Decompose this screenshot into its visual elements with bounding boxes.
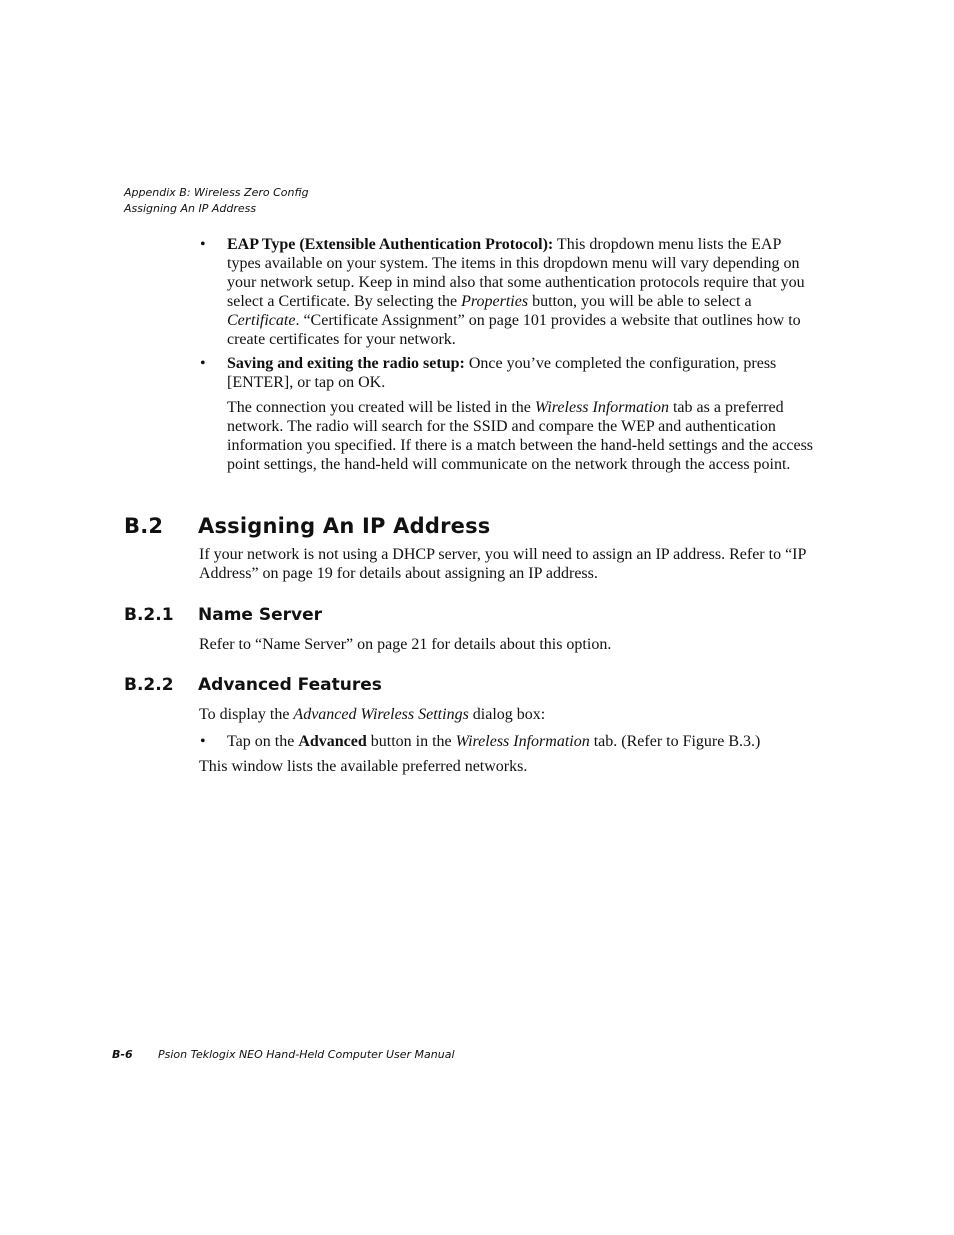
advanced-intro-paragraph: To display the Advanced Wireless Settings dialog box:: [199, 706, 546, 723]
page-number: B-6: [112, 1048, 133, 1061]
saving-term: Saving and exiting the radio setup:: [227, 355, 465, 372]
connection-paragraph: The connection you created will be listed in the Wireless Information tab as a preferred network. The radio will search for the SSID and compare the WEP and authentication information you specified. If there is a match between the hand-held settings and the access point settings, the hand-held will communicate on the network through the access point.: [227, 399, 814, 473]
bullet-marker: •: [200, 355, 206, 372]
saving-paragraph: Saving and exiting the radio setup: Once you’ve completed the configuration, press [ENTER], or tap on OK.: [227, 355, 777, 391]
closing-paragraph: This window lists the available preferred networks.: [199, 758, 528, 775]
subsection-number: B.2.1: [124, 605, 174, 625]
subsection-title: Advanced Features: [198, 675, 382, 695]
footer-title: Psion Teklogix NEO Hand-Held Computer User Manual: [158, 1048, 455, 1061]
section-number: B.2: [124, 514, 164, 538]
subsection-title: Name Server: [198, 605, 323, 625]
header-section: Assigning An IP Address: [124, 202, 257, 215]
section-b21-paragraph: Refer to “Name Server” on page 21 for details about this option.: [199, 636, 612, 653]
section-title: Assigning An IP Address: [198, 514, 491, 538]
bullet-marker: •: [200, 733, 206, 750]
eap-type-term: EAP Type (Extensible Authentication Protocol):: [227, 236, 554, 253]
bullet-marker: •: [200, 236, 206, 253]
running-header: [124, 185, 309, 217]
header-chapter: Appendix B: Wireless Zero Config: [124, 186, 309, 199]
section-b2-paragraph: If your network is not using a DHCP server, you will need to assign an IP address. Refer to “IP Address” on page 19 for details about assigning an IP address.: [199, 546, 806, 582]
subsection-number: B.2.2: [124, 675, 174, 695]
advanced-bullet-paragraph: Tap on the Advanced button in the Wireless Information tab. (Refer to Figure B.3.): [227, 733, 761, 750]
eap-type-paragraph: EAP Type (Extensible Authentication Protocol): This dropdown menu lists the EAP types available on your system. The items in this dropdown menu will vary depending on your network setup. Keep in mind also that some authentication protocols require that you select a Certificate. By selecting the Properties button, you will be able to select a Certificate. “Certificate Assignment” on page 101 provides a website that outlines how to create certificates for your network.: [227, 236, 805, 348]
